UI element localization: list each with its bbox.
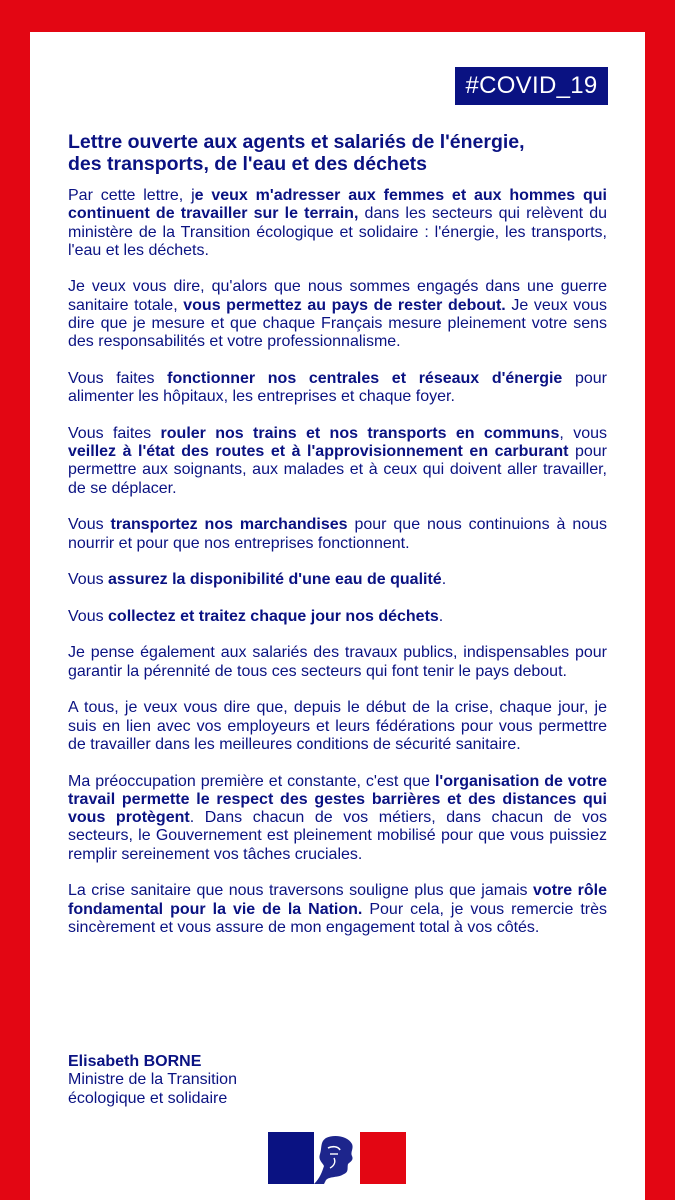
paragraph-text: Ma préoccupation première et constante, c'est que bbox=[68, 772, 435, 790]
emphasis-text: l'organisation de votre travail permette le respect des gestes barrières et des distances qui vous protègent bbox=[68, 772, 607, 827]
marianne-logo-icon bbox=[268, 1132, 406, 1184]
emphasis-text: assurez la disponibilité d'une eau de qualité bbox=[108, 571, 442, 589]
signatory-role-line-1: Ministre de la Transition bbox=[68, 1071, 237, 1089]
paragraph-text: pour alimenter les hôpitaux, les entreprises et chaque foyer. bbox=[68, 369, 608, 406]
letter-paragraph bbox=[68, 644, 607, 681]
emphasis-text: transportez nos marchandises bbox=[110, 516, 348, 534]
letter-paragraph bbox=[68, 187, 607, 260]
letter-paragraph bbox=[68, 882, 607, 937]
paragraph-text: Je pense également aux salariés des travaux publics, indispensables pour garantir la pérennité de tous ces secteurs qui font tenir le pays debout. bbox=[68, 644, 607, 680]
paragraph-text: , vous bbox=[559, 424, 608, 442]
letter-paragraph bbox=[68, 278, 607, 351]
letter-paragraph bbox=[68, 773, 607, 864]
emphasis-text: e veux m'adresser aux femmes et aux hommes qui continuent de travailler sur le terrain, bbox=[68, 187, 607, 223]
paragraph-text: . bbox=[441, 571, 447, 589]
marianne-profile-icon bbox=[268, 1132, 406, 1184]
paragraph-text: La crise sanitaire que nous traversons souligne plus que jamais bbox=[68, 882, 534, 900]
paragraph-text: dans les secteurs qui relèvent du ministère de la Transition écologique et solidaire : l'énergie, les transports, l'eau et les déchets. bbox=[68, 205, 608, 259]
paragraph-text: A tous, je veux vous dire que, depuis le début de la crise, chaque jour, je suis en lien avec vos employeurs et leurs fédérations pour vous permettre de travailler dans les meilleures conditions de sécurité sanitaire. bbox=[68, 699, 607, 753]
signatory-role-line-2: écologique et solidaire bbox=[68, 1089, 228, 1107]
letter-sheet bbox=[30, 32, 645, 1200]
paragraph-text: Vous faites bbox=[68, 424, 161, 442]
paragraph-text: Je veux vous dire, qu'alors que nous sommes engagés dans une guerre sanitaire totale, bbox=[68, 278, 607, 314]
emphasis-text: rouler nos trains et nos transports en communs bbox=[160, 424, 560, 442]
paragraph-text: Par cette lettre, j bbox=[68, 187, 195, 204]
letter-paragraph bbox=[68, 571, 607, 589]
emphasis-text: vous permettez au pays de rester debout. bbox=[183, 296, 506, 314]
letter-body bbox=[68, 187, 607, 955]
emphasis-text: votre rôle fondamental pour la vie de la Nation. bbox=[68, 882, 607, 918]
paragraph-text: . Dans chacun de vos métiers, dans chacun de vos secteurs, le Gouvernement est pleinement mobilisé pour que vous puissiez remplir sereinement vos tâches cruciales. bbox=[68, 809, 608, 863]
letter-paragraph bbox=[68, 699, 607, 754]
paragraph-text: Vous bbox=[68, 607, 109, 625]
paragraph-text: . bbox=[438, 607, 444, 625]
letter-paragraph bbox=[68, 516, 607, 553]
emphasis-text: collectez et traitez chaque jour nos déchets bbox=[108, 607, 439, 625]
letter-paragraph bbox=[68, 425, 607, 498]
paragraph-text: Vous bbox=[68, 516, 111, 534]
title-line-2: des transports, de l'eau et des déchets bbox=[68, 153, 428, 175]
signatory-name: Elisabeth BORNE bbox=[68, 1053, 202, 1070]
letter-paragraph bbox=[68, 370, 607, 407]
page-title bbox=[68, 131, 608, 175]
signature-block bbox=[68, 1053, 468, 1108]
paragraph-text: Vous faites bbox=[68, 369, 168, 387]
title-line-1: Lettre ouverte aux agents et salariés de l'énergie, bbox=[68, 131, 525, 153]
paragraph-text: pour permettre aux soignants, aux malades et à ceux qui doivent aller travailler, de se déplacer. bbox=[68, 443, 608, 497]
paragraph-text: pour que nous continuions à nous nourrir et pour que nos entreprises fonctionnent. bbox=[68, 516, 608, 552]
emphasis-text: fonctionner nos centrales et réseaux d'énergie bbox=[167, 369, 563, 387]
emphasis-text: veillez à l'état des routes et à l'approvisionnement en carburant bbox=[68, 443, 569, 461]
paragraph-text: Je veux vous dire que je mesure et que chaque Français mesure pleinement votre sens des responsabilités et votre professionnalisme. bbox=[68, 296, 608, 351]
hashtag-badge: #COVID_19 bbox=[455, 67, 608, 105]
letter-paragraph bbox=[68, 608, 607, 626]
paragraph-text: Vous bbox=[68, 571, 109, 589]
paragraph-text: Pour cela, je vous remercie très sincèrement et vous assure de mon engagement total à vos côtés. bbox=[68, 900, 608, 936]
